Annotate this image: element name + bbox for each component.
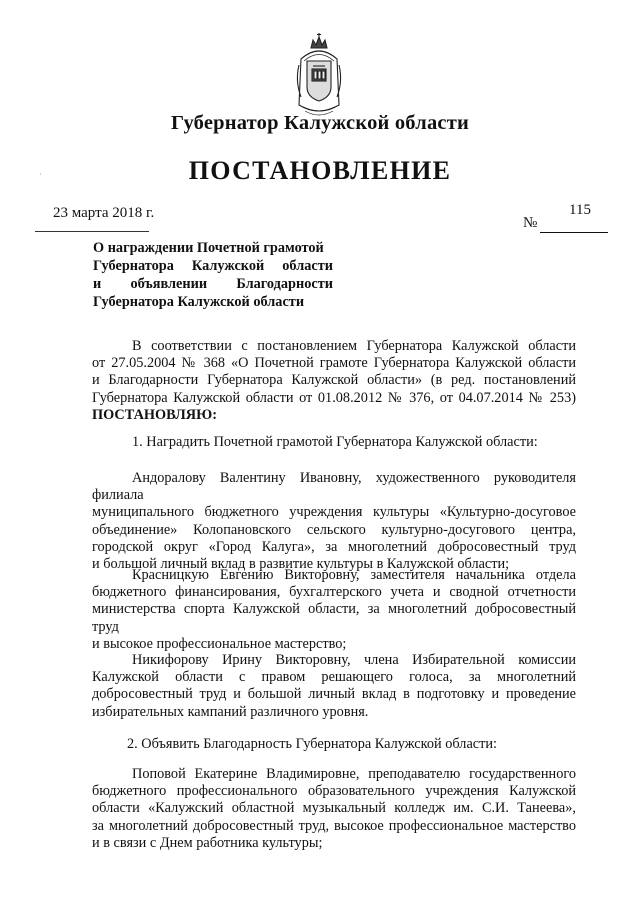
section-1-heading: 1. Наградить Почетной грамотой Губернатора Калужской области:: [132, 434, 538, 450]
text-line: области «Калужский областной музыкальный колледж им. С.И. Танеева»,: [92, 800, 576, 817]
document-number: 115: [569, 202, 591, 218]
text-line: и большой личный вклад в развитие культуры в Калужской области;: [92, 556, 510, 573]
text-line: и в связи с Днем работника культуры;: [92, 834, 323, 851]
text-line: Губернатора Калужской области от 01.08.2012 № 376, от 04.07.2014 № 253): [92, 389, 576, 406]
text-line: и высокое профессиональное мастерство;: [92, 635, 347, 652]
text-line: муниципального бюджетного учреждения культуры «Культурно-досуговое: [92, 504, 576, 521]
number-underline: [540, 232, 608, 233]
decree-word: ПОСТАНОВЛЯЮ:: [92, 406, 217, 423]
text-line: объединение» Колопановского сельского культурно-досугового центра,: [92, 521, 576, 538]
text-line: и Благодарности Губернатора Калужской области» (в ред. постановлений: [92, 372, 576, 389]
number-sign: №: [523, 215, 538, 231]
text-line: Поповой Екатерине Владимировне, преподавателю государственного: [132, 766, 576, 782]
document-type-title: ПОСТАНОВЛЕНИЕ: [188, 156, 452, 185]
text-line: городской округ «Город Калуга», за многолетний добросовестный труд: [92, 538, 576, 555]
preamble-paragraph: [92, 338, 576, 424]
text-line: добросовестный труд и большой личный вклад в подготовку и проведение: [92, 686, 576, 703]
issuer-title: Губернатор Калужской области: [171, 112, 469, 134]
text-line: министерства спорта Калужской области, за многолетний добросовестный труд: [92, 601, 576, 635]
text-line: Никифорову Ирину Викторовну, члена Избирательной комиссии: [132, 652, 576, 668]
text-line: бюджетного финансирования, бухгалтерского учета и сводной отчетности: [92, 584, 576, 601]
date-underline: [35, 231, 149, 232]
text-line: В соответствии с постановлением Губернатора Калужской области: [132, 338, 576, 354]
awardee-paragraph: [92, 652, 576, 721]
text-line: Красницкую Евгению Викторовну, заместителя начальника отдела: [132, 567, 576, 583]
awardee-paragraph: [92, 470, 576, 573]
subject-line: О награждении Почетной грамотой: [93, 240, 324, 256]
subject-line: и объявлении Благодарности: [93, 276, 333, 292]
subject-line: Губернатора Калужской области: [93, 258, 333, 274]
text-line: Андоралову Валентину Ивановну, художественного руководителя филиала: [92, 470, 576, 504]
text-line: от 27.05.2004 № 368 «О Почетной грамоте Губернатора Калужской области: [92, 355, 576, 372]
text-line: бюджетного профессионального образовательного учреждения Калужской: [92, 783, 576, 800]
scan-speck: ·: [39, 170, 42, 179]
coat-of-arms-emblem: [291, 31, 347, 121]
awardee-paragraph: [92, 567, 576, 653]
text-line: избирательных кампаний различного уровня.: [92, 703, 369, 720]
document-subject: [93, 239, 333, 311]
awardee-paragraph: [92, 766, 576, 852]
subject-line: Губернатора Калужской области: [93, 294, 305, 310]
text-line: Калужской области с правом решающего голоса, за многолетний: [92, 669, 576, 686]
document-date: 23 марта 2018 г.: [53, 205, 155, 221]
text-line: за многолетний добросовестный труд, высокое профессиональное мастерство: [92, 817, 576, 834]
section-2-heading: 2. Объявить Благодарность Губернатора Калужской области:: [127, 736, 498, 752]
